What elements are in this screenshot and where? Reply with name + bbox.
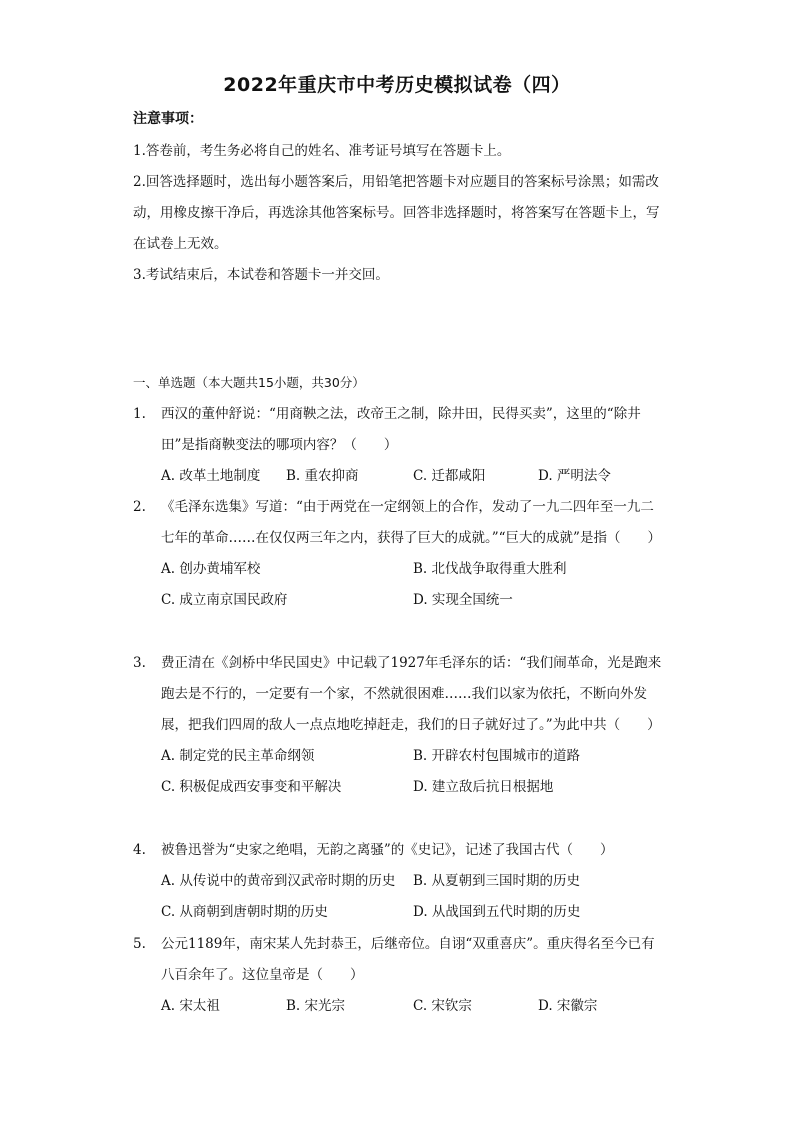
option-b: B. 宋光宗 xyxy=(286,998,346,1014)
option-d: D. 宋徽宗 xyxy=(538,998,598,1014)
notice-item-3: 3.考试结束后，本试卷和答题卡一并交回。 xyxy=(133,267,389,283)
options-row xyxy=(161,554,663,585)
option-b: B. 重农抑商 xyxy=(286,468,359,484)
section-heading: 一、单选题（本大题共15小题，共30分） xyxy=(133,375,365,390)
question-number: 5. xyxy=(133,936,146,952)
question-stem: 费正清在《剑桥中华民国史》中记载了1927年毛泽东的话：“我们闹革命，光是跑来跑去是不行的，一定要有一个家，不然就很困难……我们以家为依托，不断向外发展，把我们四周的敌人一点点地吃掉赶走，我们的日子就好过了。”为此中共（ ） xyxy=(161,655,662,733)
question-5 xyxy=(133,929,663,1022)
page-title: 2022年重庆市中考历史模拟试卷（四） xyxy=(223,74,571,96)
options-row xyxy=(161,866,663,897)
question-number: 4. xyxy=(133,842,146,858)
options-row xyxy=(161,897,663,928)
option-a: A. 制定党的民主革命纲领 xyxy=(161,748,315,764)
question-stem: 被鲁迅誉为“史家之绝唱，无韵之离骚”的《史记》，记述了我国古代（ ） xyxy=(161,842,614,858)
notice-item-2: 2.回答选择题时，选出每小题答案后，用铅笔把答题卡对应题目的答案标号涂黑；如需改动，用橡皮擦干净后，再选涂其他答案标号。回答非选择题时，将答案写在答题卡上，写在试卷上无效。 xyxy=(133,174,660,252)
option-b: B. 北伐战争取得重大胜利 xyxy=(413,561,567,577)
question-stem: 西汉的董仲舒说：“用商鞅之法，改帝王之制，除井田，民得买卖”，这里的“除井田”是指商鞅变法的哪项内容？（ ） xyxy=(161,406,641,453)
option-c: C. 成立南京国民政府 xyxy=(161,592,288,608)
option-b: B. 开辟农村包围城市的道路 xyxy=(413,748,581,764)
question-number: 1. xyxy=(133,406,146,422)
option-b: B. 从夏朝到三国时期的历史 xyxy=(413,873,581,889)
question-stem: 公元1189年，南宋某人先封恭王，后继帝位。自诩“双重喜庆”。重庆得名至今已有八百余年了。这位皇帝是（ ） xyxy=(161,936,655,983)
option-d: D. 严明法令 xyxy=(538,468,611,484)
options-row xyxy=(161,741,663,772)
question-4 xyxy=(133,835,663,928)
option-c: C. 宋钦宗 xyxy=(413,998,472,1014)
option-c: C. 积极促成西安事变和平解决 xyxy=(161,779,342,795)
option-a: A. 宋太祖 xyxy=(161,998,220,1014)
question-3 xyxy=(133,648,663,803)
option-d: D. 从战国到五代时期的历史 xyxy=(413,904,581,920)
option-d: D. 实现全国统一 xyxy=(413,592,513,608)
question-1 xyxy=(133,399,663,492)
notice-heading: 注意事项： xyxy=(133,111,203,127)
option-c: C. 迁都咸阳 xyxy=(413,468,486,484)
question-number: 2. xyxy=(133,499,146,515)
option-a: A. 改革土地制度 xyxy=(161,468,261,484)
options-row xyxy=(161,991,663,1022)
options-row xyxy=(161,585,663,616)
question-2 xyxy=(133,492,663,616)
option-c: C. 从商朝到唐朝时期的历史 xyxy=(161,904,328,920)
question-stem: 《毛泽东选集》写道：“由于两党在一定纲领上的合作，发动了一九二四年至一九二七年的革命……在仅仅两三年之内，获得了巨大的成就。”“巨大的成就”是指（ ） xyxy=(161,499,661,546)
question-number: 3. xyxy=(133,655,146,671)
options-row xyxy=(161,772,663,803)
option-a: A. 从传说中的黄帝到汉武帝时期的历史 xyxy=(161,873,396,889)
option-d: D. 建立敌后抗日根据地 xyxy=(413,779,554,795)
options-row xyxy=(161,461,663,492)
notice-item-1: 1.答卷前，考生务必将自己的姓名、准考证号填写在答题卡上。 xyxy=(133,143,511,159)
option-a: A. 创办黄埔军校 xyxy=(161,561,261,577)
